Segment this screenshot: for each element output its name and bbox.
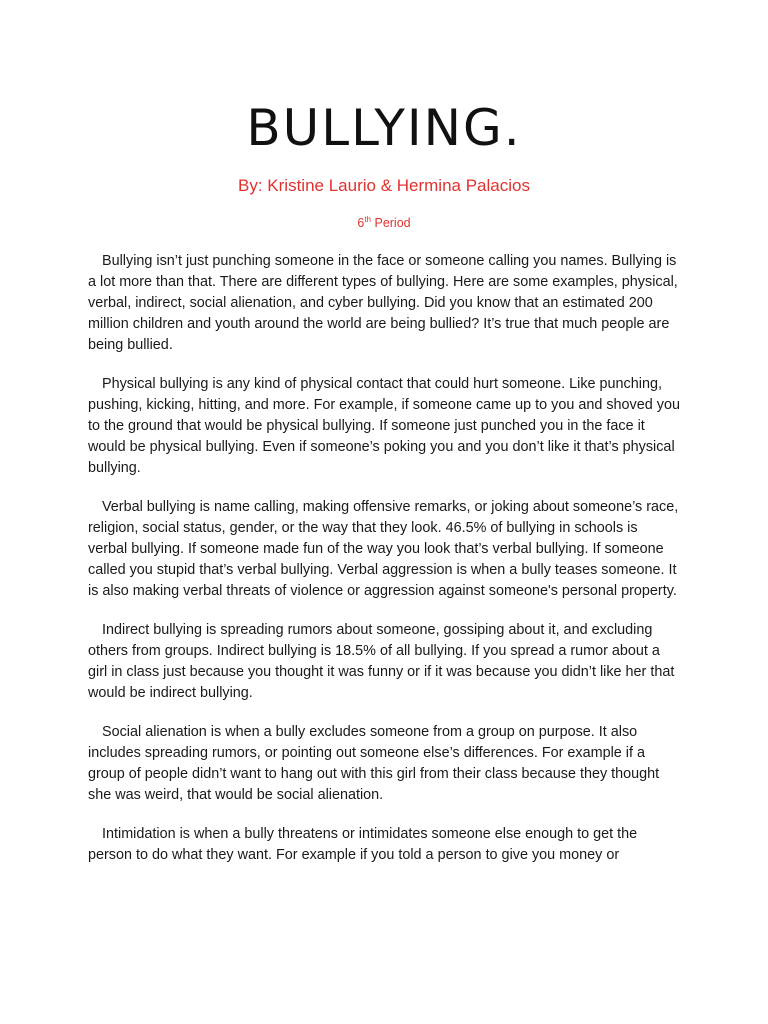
class-period [88, 214, 680, 232]
paragraph-indirect-bullying: Indirect bullying is spreading rumors about someone, gossiping about it, and excluding others from groups. Indirect bullying is 18.5% of all bullying. If you spread a rumor about a girl in class just because you thought it was funny or if it was because you didn’t like her that would be indirect bullying. [88, 622, 675, 701]
period-number: 6 [357, 216, 365, 230]
period-suffix: th [364, 214, 371, 224]
paragraph-intimidation: Intimidation is when a bully threatens or intimidates someone else enough to get the person to do what they want. For example if you told a person to give you money or [88, 826, 638, 863]
document-title: BULLYING. [246, 99, 522, 157]
paragraph-physical-bullying: Physical bullying is any kind of physical contact that could hurt someone. Like punching, pushing, kicking, hitting, and more. For example, if someone came up to you and shoved you to the ground that would be physical bullying. If someone just punched you in the face it would be physical bullying. Even if someone’s poking you and you don’t like it that’s physical bullying. [88, 376, 680, 476]
paragraph-verbal-bullying: Verbal bullying is name calling, making offensive remarks, or joking about someone’s race, religion, social status, gender, or the way that they look. 46.5% of bullying in schools is verbal bullying. If someone made fun of the way you look that’s verbal bullying. If someone called you stupid that’s verbal bullying. Verbal aggression is when a bully teases someone. It is also making verbal threats of violence or aggression against someone's personal property. [88, 499, 679, 599]
period-label: Period [374, 216, 411, 230]
author-byline: By: Kristine Laurio & Hermina Palacios [238, 176, 530, 195]
paragraph-social-alienation: Social alienation is when a bully excludes someone from a group on purpose. It also includes spreading rumors, or pointing out someone else’s differences. For example if a group of people didn’t want to hang out with this girl from their class because they thought she was weird, that would be social alienation. [88, 724, 660, 803]
paragraph-intro: Bullying isn’t just punching someone in the face or someone calling you names. Bullying is a lot more than that. There are different types of bullying. Here are some examples, physical, verbal, indirect, social alienation, and cyber bullying. Did you know that an estimated 200 million children and youth around the world are being bullied? It’s true that much people are being bullied. [88, 253, 678, 353]
document-body [88, 251, 680, 866]
